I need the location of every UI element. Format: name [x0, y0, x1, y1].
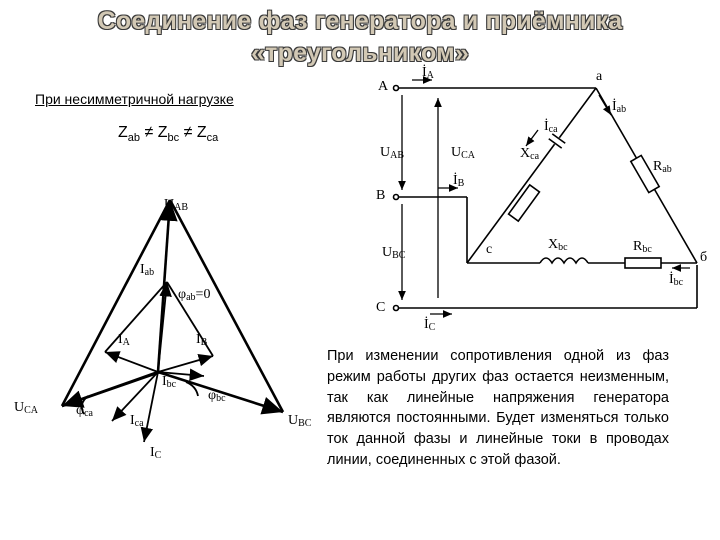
label-uab-circuit: UAB: [380, 145, 405, 161]
label-ib: İB: [453, 173, 465, 189]
label-ic-phasor: IC: [150, 445, 162, 461]
phasor-link-1: [105, 282, 167, 352]
phasor-ia: [105, 352, 158, 372]
label-c-terminal: C: [376, 300, 386, 315]
label-b-terminal: B: [376, 188, 386, 203]
label-ubc-circuit: UBC: [382, 245, 406, 261]
label-node-b: б: [700, 250, 708, 265]
not-equal-2: ≠: [183, 124, 193, 141]
label-ic: İC: [424, 317, 436, 333]
label-iab-phasor: Iab: [140, 262, 155, 278]
z-ca: $Z_{ca}$: [196, 124, 219, 145]
label-ubc-phasor: UBC: [288, 413, 312, 429]
label-xbc: Xbc: [548, 237, 568, 253]
label-ibc: İbc: [669, 272, 684, 288]
label-uca-phasor: UCA: [14, 400, 39, 416]
explanation-paragraph: При изменении сопротивления одной из фаз режим работы других фаз остается неизменным, так как линейные напряжения генератора являются постоянными. Будет изменяться только ток данной фазы и линейные токи в проводах линии, соединенных с этой фазой.: [327, 348, 669, 468]
phasor-ib: [158, 356, 213, 372]
z-bc: $Z_{bc}$: [157, 124, 180, 145]
label-node-a: a: [596, 69, 603, 84]
label-uca-circuit: UCA: [451, 145, 476, 161]
label-iab: İab: [612, 99, 627, 115]
phasor-ic: [144, 372, 158, 442]
z-ab: $Z_{ab}$: [118, 124, 141, 145]
label-rab: Rab: [653, 159, 672, 175]
label-xca: Xca: [520, 146, 540, 162]
not-equal-1: ≠: [144, 124, 154, 141]
label-ia: İA: [422, 65, 434, 81]
label-ica-phasor: Ica: [130, 413, 144, 429]
title-line-1: Соединение фаз генератора и приёмника: [97, 7, 623, 35]
label-phi-ab: φab=0: [178, 287, 211, 303]
subtitle: При несимметричной нагрузке: [35, 91, 234, 107]
label-ibc-phasor: Ibc: [162, 374, 177, 390]
label-phi-ca: φca: [76, 403, 93, 419]
title-line-2: «треугольником»: [251, 39, 469, 67]
label-a-terminal: A: [378, 79, 389, 94]
label-ica: İca: [544, 119, 558, 135]
label-ia-phasor: IA: [118, 332, 130, 348]
label-phi-bc: φbc: [208, 388, 226, 404]
label-rbc: Rbc: [633, 239, 652, 255]
label-node-c: c: [486, 242, 493, 257]
label-uab-phasor: UAB: [164, 197, 189, 213]
label-ib-phasor: IB: [196, 332, 208, 348]
